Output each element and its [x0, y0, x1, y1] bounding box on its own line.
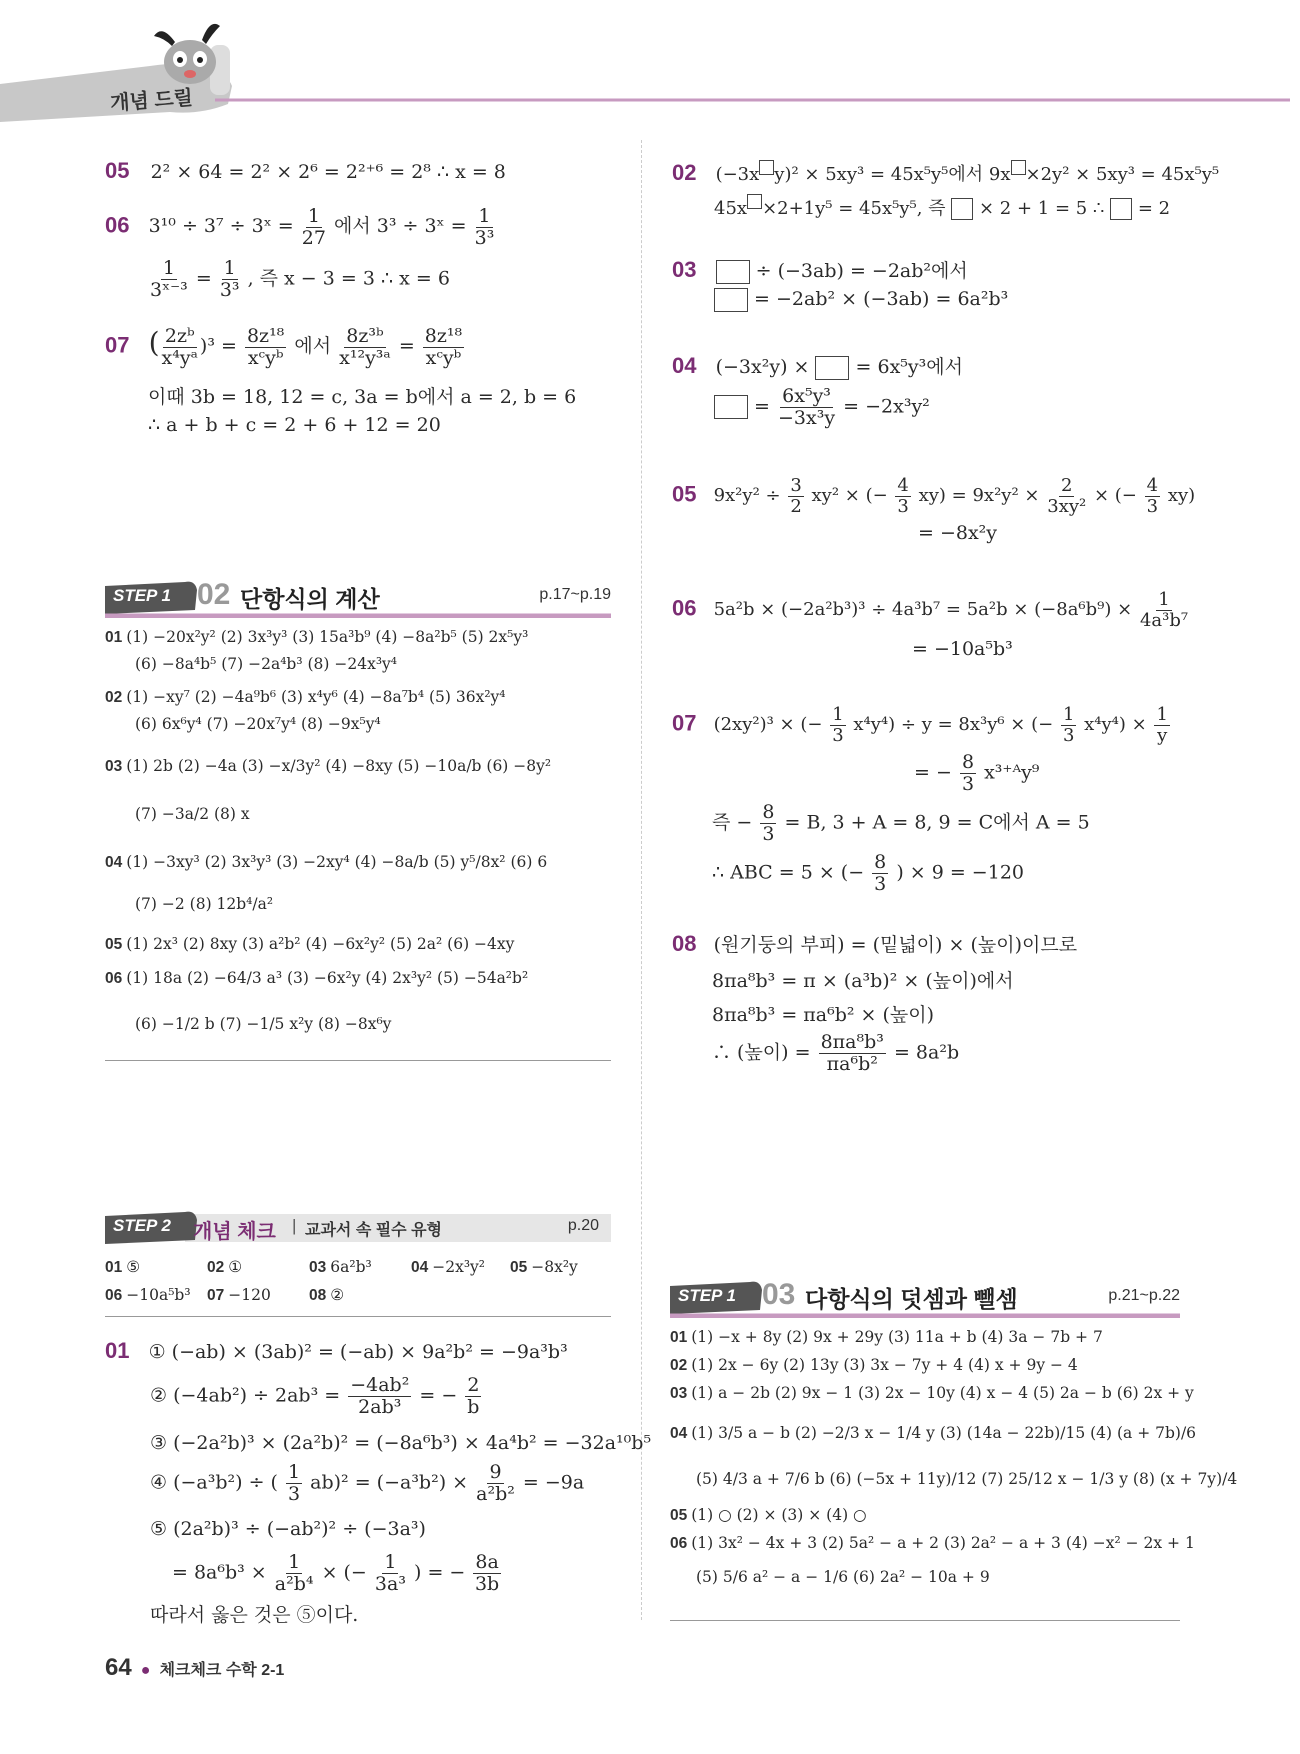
step-title: 다항식의 덧셈과 뺄셈 — [805, 1286, 1018, 1312]
answer-row: 01 (1) −20x²y² (2) 3x³y³ (3) 15a³b⁹ (4) −8a²b⁵ (5) 2x⁵y³ — [105, 628, 529, 646]
problem-05: 05 2² × 64 = 2² × 2⁶ = 2²⁺⁶ = 2⁸ ∴ x = 8 — [105, 158, 506, 183]
answer-item: 03 6a²b³ — [309, 1258, 372, 1276]
problem-r04: 04 (−3x²y) × = 6x⁵y³에서 — [672, 353, 963, 378]
step-subtitle: 교과서 속 필수 유형 — [305, 1222, 442, 1239]
column-divider — [641, 140, 642, 1620]
problem-r07: 07 (2xy²)³ × (− $\frac{1}{3}$ x⁴y⁴) ÷ y = 8x³y⁶ × (− $\frac{1}{3}$ x⁴y⁴) × $\frac{1}{y}$ — [672, 704, 1168, 746]
step-title: 단항식의 계산 — [240, 586, 380, 612]
answer-row: 05 (1) 2x³ (2) 8xy (3) a²b² (4) −6x²y² (5) 2a² (6) −4xy — [105, 935, 515, 953]
answer-row: 04 (1) −3xy³ (2) 3x³y³ (3) −2xy⁴ (4) −8a/b (5) y⁵/8x² (6) 6 — [105, 853, 548, 871]
problem-r08-line3: 8πa⁸b³ = πa⁶b² × (높이) — [712, 1004, 935, 1026]
header-label: 개념 드릴 — [109, 87, 194, 115]
solution-01-line6: = 8a⁶b³ × $\frac{1}{\text{a²b⁴}}$ × (− $\frac{1}{\text{3a³}}$ ) = − $\frac{8a}{3b}$ — [172, 1551, 500, 1595]
footer — [105, 1654, 284, 1682]
blank-box — [714, 288, 748, 312]
solution-01-line3: ③ (−2a²b)³ × (2a²b)² = (−8a⁶b³) × 4a⁴b² = −32a¹⁰b⁵ — [150, 1432, 652, 1454]
problem-r05: 05 9x²y² ÷ $\frac{3}{2}$ xy² × (− $\frac{4}{3}$ xy) = 9x²y² × $\frac{2}{\text{3xy²}}$ × (− $\frac{4}{3}$ xy) — [672, 475, 1196, 517]
answer-row: 03 (1) a − 2b (2) 9x − 1 (3) 2x − 10y (4) x − 4 (5) 2a − b (6) 2x + y — [670, 1384, 1194, 1402]
bunny-mascot-icon — [150, 14, 230, 89]
step1-03-header — [670, 1278, 1180, 1318]
problem-06-line2: $\frac{1}{\text{3ˣ⁻³}}$ = $\frac{1}{\text{3³}}$ , 즉 x − 3 = 3 ∴ x = 6 — [150, 257, 450, 301]
solution-01-line5: ⑤ (2a²b)³ ÷ (−ab²)² ÷ (−3a³) — [150, 1518, 426, 1540]
problem-r06-line2: = −10a⁵b³ — [912, 638, 1013, 660]
answer-item: 08 ② — [309, 1286, 345, 1304]
problem-r07-line4: ∴ ABC = 5 × (− $\frac{8}{3}$ ) × 9 = −120 — [712, 851, 1024, 895]
solution-01-line4: ④ (−a³b²) ÷ ( $\frac{1}{3}$ ab)² = (−a³b²) × $\frac{9}{\text{a²b²}}$ = −9a — [150, 1461, 585, 1505]
page-reference: p.17~p.19 — [539, 586, 611, 603]
answer-item: 01 ⑤ — [105, 1258, 141, 1276]
answer-row: (6) −1/2 b (7) −1/5 x²y (8) −8x⁶y — [135, 1015, 392, 1033]
solution-01-line2: ② (−4ab²) ÷ 2ab³ = $\frac{\text{−4ab²}}{\text{2ab³}}$ = − $\frac{2}{b}$ — [150, 1374, 480, 1418]
answer-row: (5) 4/3 a + 7/6 b (6) (−5x + 11y)/12 (7) 25/12 x − 1/3 y (8) (x + 7y)/4 — [696, 1470, 1238, 1488]
step-badge: STEP 1 — [678, 1286, 736, 1305]
blank-box — [815, 356, 849, 380]
step2-header — [105, 1208, 611, 1248]
page-reference: p.20 — [567, 1217, 599, 1234]
divider — [105, 1316, 611, 1317]
answer-item: 05 −8x²y — [510, 1258, 578, 1276]
solution-01: 01 ① (−ab) × (3ab)² = (−ab) × 9a²b² = −9a³b³ — [105, 1338, 568, 1363]
step-badge: STEP 2 — [113, 1216, 171, 1235]
answer-item: 06 −10a⁵b³ — [105, 1286, 191, 1304]
answer-item: 02 ① — [207, 1258, 243, 1276]
problem-07-line3: ∴ a + b + c = 2 + 6 + 12 = 20 — [148, 414, 441, 436]
answer-row: (6) −8a⁴b⁵ (7) −2a⁴b³ (8) −24x³y⁴ — [135, 655, 398, 673]
problem-r04-line2: = $\frac{\text{6x⁵y³}}{\text{−3x³y}}$ = −2x³y² — [714, 386, 930, 429]
problem-r08-line2: 8πa⁸b³ = π × (a³b)² × (높이)에서 — [712, 970, 1014, 992]
problem-r06: 06 5a²b × (−2a²b³)³ ÷ 4a³b⁷ = 5a²b × (−8a⁶b⁹) × $\frac{1}{\text{4a³b⁷}}$ — [672, 589, 1189, 631]
step-number: 02 — [197, 578, 231, 611]
answer-row: (6) 6x⁶y⁴ (7) −20x⁷y⁴ (8) −9x⁵y⁴ — [135, 715, 381, 733]
blank-box — [759, 160, 774, 175]
answer-row: 04 (1) 3/5 a − b (2) −2/3 x − 1/4 y (3) (14a − 22b)/15 (4) (a + 7b)/6 — [670, 1424, 1197, 1442]
answer-row: 05 (1) ○ (2) × (3) × (4) ○ — [670, 1506, 867, 1524]
divider — [105, 1060, 611, 1061]
problem-07: 07 ( $\frac{\text{2zᵇ}}{\text{x⁴yᵃ}}$ )³ = $\frac{\text{8z¹⁸}}{\text{xᶜyᵇ}}$ 에서 $\frac{\text{8z³ᵇ}}{\text{x¹²y³ᵃ}}$ = $\frac{\text{8z¹⁸}}{\text{xᶜyᵇ}}$ — [105, 325, 463, 369]
blank-box — [1011, 160, 1026, 175]
header — [0, 0, 1300, 125]
answer-row: 01 (1) −x + 8y (2) 9x + 29y (3) 11a + b (4) 3a − 7b + 7 — [670, 1328, 1103, 1346]
book-title: 체크체크 수학 2-1 — [159, 1662, 285, 1679]
answer-item: 07 −120 — [207, 1286, 271, 1304]
answer-row: (7) −3a/2 (8) x — [135, 805, 250, 823]
blank-box — [951, 198, 973, 220]
answer-row: 02 (1) −xy⁷ (2) −4a⁹b⁶ (3) x⁴y⁶ (4) −8a⁷b⁴ (5) 36x²y⁴ — [105, 688, 506, 706]
answer-item: 04 −2x³y² — [411, 1258, 486, 1276]
problem-r08-line4: ∴ (높이) = $\frac{\text{8πa⁸b³}}{\text{πa⁶b²}}$ = 8a²b — [712, 1031, 960, 1075]
divider — [670, 1620, 1180, 1621]
page-number: 64 — [105, 1654, 132, 1681]
problem-06: 06 3¹⁰ ÷ 3⁷ ÷ 3ˣ = $\frac{1}{27}$ 에서 3³ ÷ 3ˣ = $\frac{1}{\text{3³}}$ — [105, 205, 495, 249]
problem-r08: 08 (원기둥의 부피) = (밑넓이) × (높이)이므로 — [672, 931, 1078, 956]
step-title: 개념 체크 — [193, 1221, 276, 1243]
problem-r07-line2: = − $\frac{8}{3}$ x³⁺ᴬy⁹ — [914, 751, 1040, 795]
problem-r03: 03 ÷ (−3ab) = −2ab²에서 — [672, 257, 968, 282]
step-number: 03 — [762, 1278, 796, 1311]
answer-row: 03 (1) 2b (2) −4a (3) −x/3y² (4) −8xy (5) −10a/b (6) −8y² — [105, 757, 552, 775]
problem-r05-line2: = −8x²y — [918, 522, 998, 544]
answer-row: (7) −2 (8) 12b⁴/a² — [135, 895, 274, 913]
blank-box — [747, 194, 762, 209]
solution-01-conclusion: 따라서 옳은 것은 ⑤이다. — [150, 1604, 359, 1626]
problem-r02-line2: 45x ×2+1y⁵ = 45x⁵y⁵, 즉 × 2 + 1 = 5 ∴ = 2 — [714, 194, 1170, 220]
problem-r03-line2: = −2ab² × (−3ab) = 6a²b³ — [714, 288, 1008, 312]
step-separator: | — [292, 1216, 297, 1235]
bullet-dot: ● — [140, 1662, 151, 1679]
step1-03-answers — [670, 1328, 1238, 1598]
problem-r02: 02 (−3x y)² × 5xy³ = 45x⁵y⁵에서 9x ×2y² × 5xy³ = 45x⁵y⁵ — [672, 160, 1220, 185]
step1-02-header — [105, 578, 611, 618]
step-badge: STEP 1 — [113, 586, 171, 605]
step1-02-answers — [105, 628, 611, 1049]
answer-row: 02 (1) 2x − 6y (2) 13y (3) 3x − 7y + 4 (4) x + 9y − 4 — [670, 1356, 1078, 1374]
problem-r07-line3: 즉 − $\frac{8}{3}$ = B, 3 + A = 8, 9 = C에서 A = 5 — [712, 801, 1090, 845]
blank-box — [714, 395, 748, 419]
blank-box — [716, 260, 750, 284]
page-reference: p.21~p.22 — [1108, 1287, 1180, 1304]
answer-row: (5) 5/6 a² − a − 1/6 (6) 2a² − 10a + 9 — [696, 1568, 990, 1586]
answer-row: 06 (1) 3x² − 4x + 3 (2) 5a² − a + 2 (3) 2a² − a + 3 (4) −x² − 2x + 1 — [670, 1534, 1195, 1552]
problem-07-line2: 이때 3b = 18, 12 = c, 3a = b에서 a = 2, b = 6 — [148, 386, 577, 408]
answer-row: 06 (1) 18a (2) −64/3 a³ (3) −6x²y (4) 2x³y² (5) −54a²b² — [105, 969, 529, 987]
blank-box — [1110, 198, 1132, 220]
